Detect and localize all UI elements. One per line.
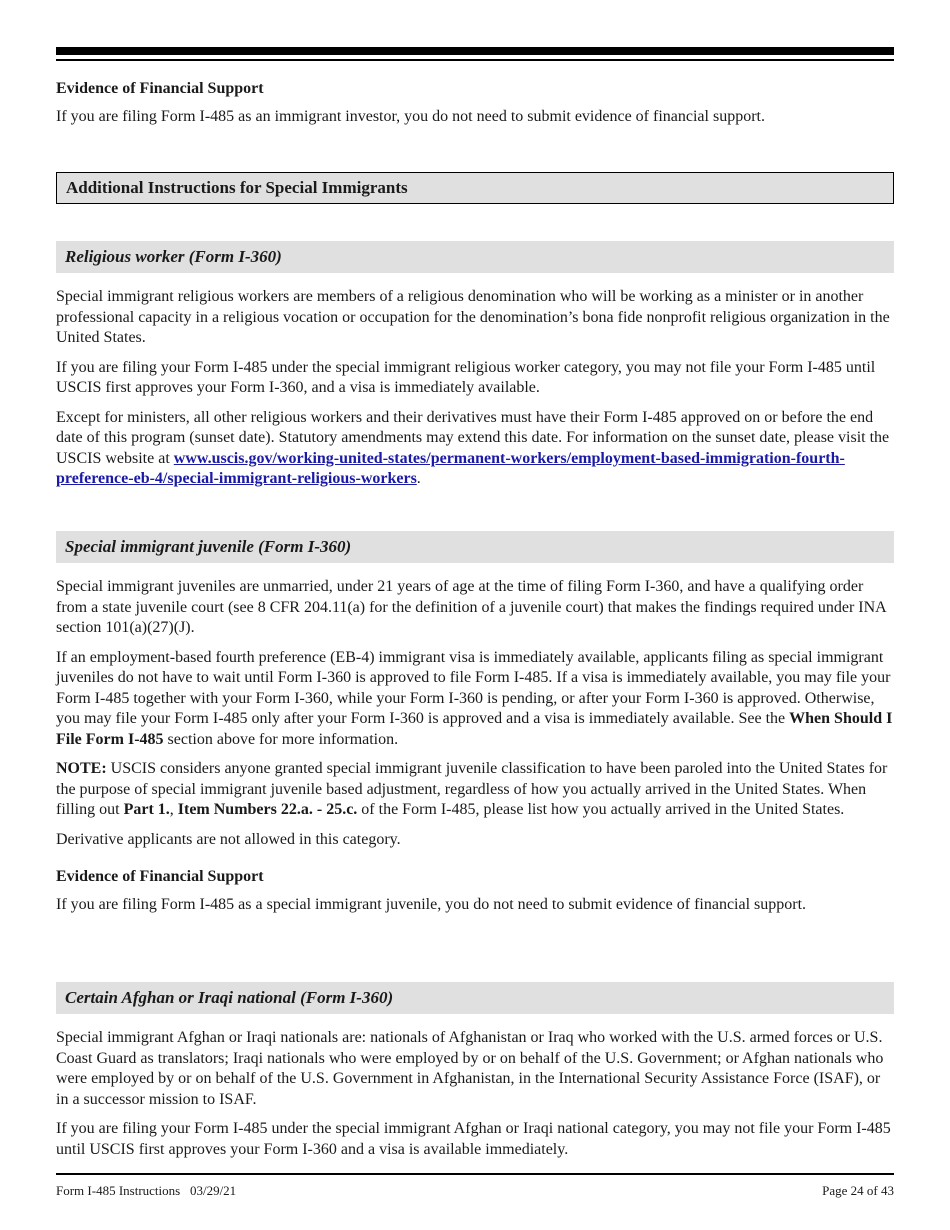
footer-rule xyxy=(56,1173,894,1175)
afghan-paragraph-2: If you are filing your Form I-485 under the special immigrant Afghan or Iraqi national category, you may not file your Form I-485 until USCIS first approves your Form I-360 and a visa is available immediately. xyxy=(56,1120,891,1158)
religious-paragraph-2: If you are filing your Form I-485 under the special immigrant religious worker category, you may not file your Form I-485 until USCIS first approves your Form I-360, and a visa is immediately available. xyxy=(56,358,876,396)
religious-worker-section xyxy=(56,287,894,490)
religious-p3-text: Except for ministers, all other religious workers and their derivatives must have their Form I-485 approved on or before the end date of this program (sunset date). Statutory amendments may extend this date. For information on the sunset date, please visit the USCIS website at xyxy=(56,408,890,467)
note-text-1: USCIS considers anyone granted special immigrant juvenile classification to have been paroled into the United States for the purpose of special immigrant juvenile based adjustment, regardless of how you actually arrived in the United States. When filling out xyxy=(56,760,888,818)
religious-worker-heading: Religious worker (Form I-360) xyxy=(65,247,282,266)
note-text-2: , xyxy=(169,801,178,818)
juvenile-paragraph-1: Special immigrant juveniles are unmarried, under 21 years of age at the time of filing Form I-360, and have a qualifying order from a state juvenile court (see 8 CFR 204.11(a) for the definition of a juvenile court) that makes the findings required under INA section 101(a)(27)(J). xyxy=(56,578,886,636)
juvenile-paragraph-4: Derivative applicants are not allowed in this category. xyxy=(56,830,401,848)
afghan-iraqi-section xyxy=(56,1028,894,1160)
footer-form-info: Form I-485 Instructions 03/29/21 xyxy=(56,1183,237,1198)
note-bold-part: Part 1. xyxy=(123,801,170,818)
special-immigrants-heading: Additional Instructions for Special Immigrants xyxy=(66,178,408,197)
evidence-heading: Evidence of Financial Support xyxy=(56,80,264,97)
afghan-paragraph-1: Special immigrant Afghan or Iraqi nationals are: nationals of Afghanistan or Iraq who worked with the U.S. armed forces or U.S. Coast Guard as translators; Iraqi nationals who were employed by or on behalf of the U.S. Government; or Afghan nationals who were employed by or on behalf of the U.S. Government in Afghanistan, in the International Security Assistance Force (ISAF), or in a successor mission to ISAF. xyxy=(56,1029,884,1108)
note-text-3: of the Form I-485, please list how you actually arrived in the United States. xyxy=(357,801,845,818)
top-rule-thin xyxy=(56,59,894,61)
juvenile-p2-bold: When Should I File Form I-485 xyxy=(56,710,893,748)
religious-worker-heading-bar xyxy=(56,241,894,273)
juvenile-evidence-heading: Evidence of Financial Support xyxy=(56,868,264,885)
evidence-text: If you are filing Form I-485 as an immigrant investor, you do not need to submit evidence of financial support. xyxy=(56,108,765,125)
juvenile-evidence-text: If you are filing Form I-485 as a special immigrant juvenile, you do not need to submit evidence of financial support. xyxy=(56,896,807,913)
evidence-section-investor xyxy=(56,80,894,128)
afghan-iraqi-heading-bar xyxy=(56,982,894,1014)
note-label: NOTE: xyxy=(56,760,107,777)
religious-paragraph-3 xyxy=(56,408,894,490)
special-immigrants-heading-box xyxy=(56,172,894,204)
juvenile-section xyxy=(56,577,894,916)
uscis-religious-workers-link[interactable]: www.uscis.gov/working-united-states/permanent-workers/employment-based-immigration-fourth-preference-eb-4/special-immigrant-religious-workers xyxy=(56,449,845,487)
juvenile-p2-end: section above for more information. xyxy=(163,730,399,748)
juvenile-heading-bar xyxy=(56,531,894,563)
juvenile-note xyxy=(56,759,894,821)
juvenile-heading: Special immigrant juvenile (Form I-360) xyxy=(65,537,352,556)
religious-paragraph-1: Special immigrant religious workers are members of a religious denomination who will be working as a minister or in another professional capacity in a religious vocation or occupation for the denomination’s bona fide nonprofit religious organization in the United States. xyxy=(56,288,890,346)
top-rule-thick xyxy=(56,47,894,55)
note-bold-items: Item Numbers 22.a. - 25.c. xyxy=(177,801,358,818)
juvenile-p2-text: If an employment-based fourth preference (EB-4) immigrant visa is immediately available, applicants filing as special immigrant juveniles do not have to wait until Form I-360 is approved to file Form I-485. If a visa is immediately available, you may file your Form I-485 together with your Form I-360, while your Form I-360 is pending, or after your Form I-360 is approved. Otherwise, you may file your Form I-485 only after your Form I-360 is approved and a visa is immediately available. See the xyxy=(56,648,891,727)
footer-page-number: Page 24 of 43 xyxy=(822,1183,894,1198)
juvenile-paragraph-2 xyxy=(56,648,894,751)
afghan-iraqi-heading: Certain Afghan or Iraqi national (Form I-360) xyxy=(65,988,394,1007)
religious-p3-end: . xyxy=(416,470,421,487)
